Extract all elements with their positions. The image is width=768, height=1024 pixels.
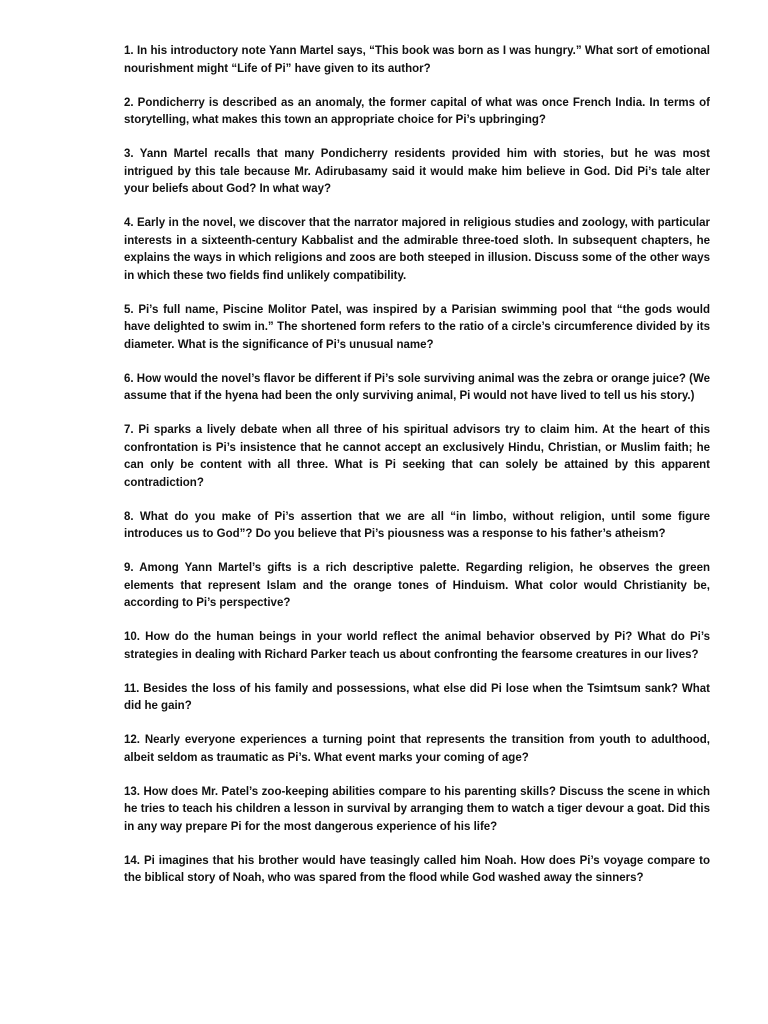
question-14: 14. Pi imagines that his brother would have teasingly called him Noah. How does Pi’s voyage compare to the biblical story of Noah, who was spared from the flood while God washed away the sinners? [124, 854, 710, 884]
question-2: 2. Pondicherry is described as an anomaly, the former capital of what was once French India. In terms of storytelling, what makes this town an appropriate choice for Pi’s upbringing? [124, 96, 710, 126]
question-6: 6. How would the novel’s flavor be different if Pi’s sole surviving animal was the zebra or orange juice? (We assume that if the hyena had been the only surviving animal, Pi would not have lived to tell us his story.) [124, 372, 710, 402]
question-7: 7. Pi sparks a lively debate when all three of his spiritual advisors try to claim him. At the heart of this confrontation is Pi’s insistence that he cannot accept an exclusively Hindu, Christian, or Muslim faith; he can only be content with all three. What is Pi seeking that can solely be attained by this apparent contradiction? [124, 424, 710, 489]
question-9: 9. Among Yann Martel’s gifts is a rich descriptive palette. Regarding religion, he observes the green elements that represent Islam and the orange tones of Hinduism. What color would Christianity be, according to Pi’s perspective? [124, 562, 710, 609]
question-12: 12. Nearly everyone experiences a turning point that represents the transition from youth to adulthood, albeit seldom as traumatic as Pi’s. What event marks your coming of age? [124, 734, 710, 764]
question-4: 4. Early in the novel, we discover that the narrator majored in religious studies and zoology, with particular interests in a sixteenth-century Kabbalist and the admirable three-toed sloth. In subsequent chapters, he explains the ways in which religions and zoos are both steeped in illusion. Discuss some of the other ways in which these two fields find unlikely compatibility. [124, 217, 710, 282]
question-11: 11. Besides the loss of his family and possessions, what else did Pi lose when the Tsimtsum sank? What did he gain? [124, 682, 710, 712]
question-1: 1. In his introductory note Yann Martel says, “This book was born as I was hungry.” What sort of emotional nourishment might “Life of Pi” have given to its author? [124, 45, 710, 75]
question-13: 13. How does Mr. Patel’s zoo-keeping abilities compare to his parenting skills? Discuss the scene in which he tries to teach his children a lesson in survival by arranging them to watch a tiger devour a goat. Did this in any way prepare Pi for the most dangerous experience of his life? [124, 785, 710, 833]
question-10: 10. How do the human beings in your world reflect the animal behavior observed by Pi? What do Pi’s strategies in dealing with Richard Parker teach us about confronting the fearsome creatures in our lives? [124, 631, 710, 661]
document-page [124, 43, 710, 904]
question-8: 8. What do you make of Pi’s assertion that we are all “in limbo, without religion, until some figure introduces us to God”? Do you believe that Pi’s piousness was a response to his father’s atheism? [124, 510, 710, 540]
question-5: 5. Pi’s full name, Piscine Molitor Patel, was inspired by a Parisian swimming pool that “the gods would have delighted to swim in.” The shortened form refers to the ratio of a circle’s circumference divided by its diameter. What is the significance of Pi’s unusual name? [124, 303, 710, 351]
question-3: 3. Yann Martel recalls that many Pondicherry residents provided him with stories, but he was most intrigued by this tale because Mr. Adirubasamy said it would make him believe in God. Did Pi’s tale alter your beliefs about God? In what way? [124, 148, 710, 195]
